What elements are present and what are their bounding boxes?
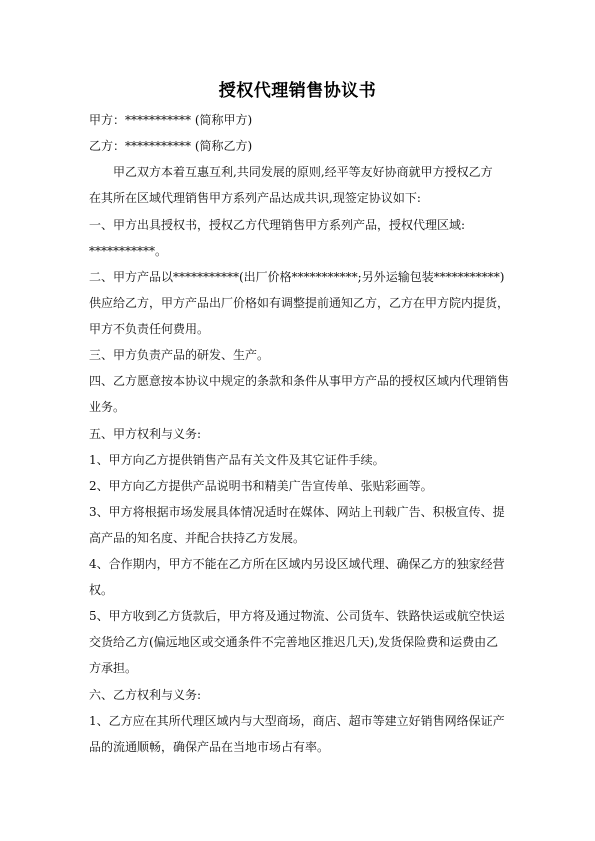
clause-5-item-5-line-2: 交货给乙方(偏远地区或交通条件不完善地区推迟几天),发货保险费和运费由乙 [89,635,499,649]
clause-2-line-3: 甲方不负责任何费用。 [89,322,210,336]
clause-1-line-2: ***********。 [89,244,168,258]
clause-5-item-3-line-1: 3、甲方将根据市场发展具体情况适时在媒体、网站上刊载广告、积极宣传、提 [89,505,505,519]
clause-5-item-5-line-3: 方承担。 [89,661,138,675]
clause-6-item-1-line-1: 1、乙方应在其所代理区域内与大型商场，商店、超市等建立好销售网络保证产 [89,714,505,728]
clause-6-heading: 六、乙方权利与义务: [89,688,202,702]
clause-5-item-2: 2、甲方向乙方提供产品说明书和精美广告宣传单、张贴彩画等。 [89,479,433,493]
document-title: 授权代理销售协议书 [218,81,377,101]
intro-line-2: 在其所在区域代理销售甲方系列产品达成共识,现签定协议如下: [89,191,421,205]
party-b-line: 乙方：*********** (简称乙方) [89,139,253,153]
clause-2-line-2: 供应给乙方，甲方产品出厂价格如有调整提前通知乙方，乙方在甲方院内提货， [89,296,510,310]
party-a-line: 甲方：*********** (简称甲方) [89,113,253,127]
clause-5-item-3-line-2: 高产品的知名度、并配合扶持乙方发展。 [89,531,306,545]
clause-5-item-5-line-1: 5、甲方收到乙方货款后，甲方将及通过物流、公司货车、铁路快运或航空快运 [89,609,505,623]
clause-1-line-1: 一、甲方出具授权书，授权乙方代理销售甲方系列产品，授权代理区域: [89,218,466,232]
clause-5-item-4-line-2: 权。 [89,583,114,597]
clause-5-item-4-line-1: 4、合作期内，甲方不能在乙方所在区域内另设区域代理、确保乙方的独家经营 [89,557,505,571]
clause-5-heading: 五、甲方权利与义务: [89,427,202,441]
clause-4-line-1: 四、乙方愿意按本协议中规定的条款和条件从事甲方产品的授权区域内代理销售 [89,374,510,388]
clause-3: 三、甲方负责产品的研发、生产。 [89,348,270,362]
clause-6-item-1-line-2: 品的流通顺畅，确保产品在当地市场占有率。 [89,740,330,754]
intro-line-1: 甲乙双方本着互惠互利,共同发展的原则,经平等友好协商就甲方授权乙方 [113,165,493,179]
clause-4-line-2: 业务。 [89,400,126,414]
clause-5-item-1: 1、甲方向乙方提供销售产品有关文件及其它证件手续。 [89,453,385,467]
clause-2-line-1: 二、甲方产品以***********(出厂价格***********;另外运输包装***********) [89,270,505,284]
